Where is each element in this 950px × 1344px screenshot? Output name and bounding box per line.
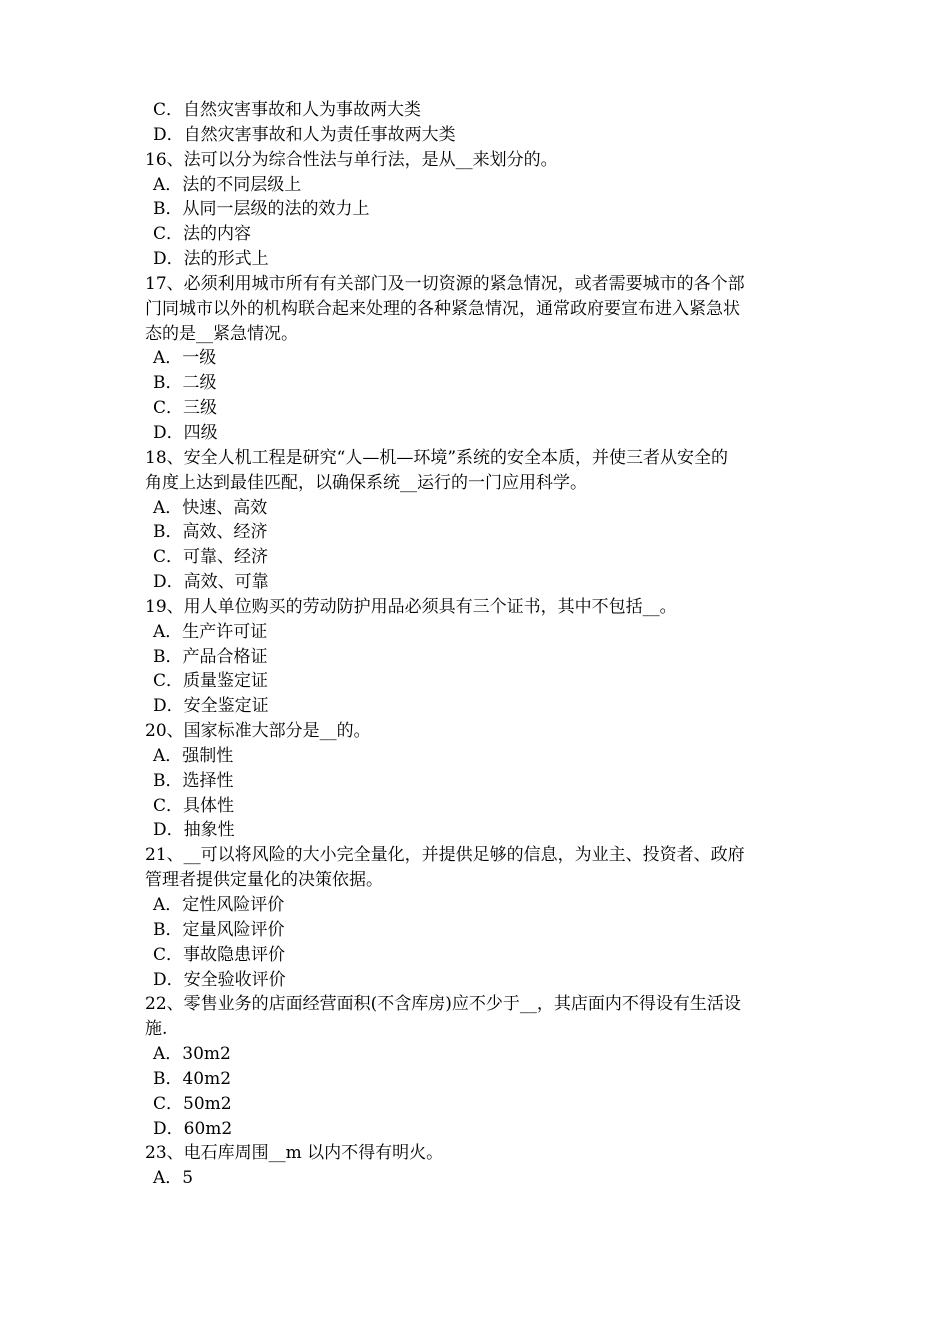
answer-option: D．法的形式上 bbox=[153, 249, 269, 270]
answer-option: C．具体性 bbox=[153, 795, 235, 816]
answer-option: A．5 bbox=[153, 1168, 194, 1189]
answer-option: C．质量鉴定证 bbox=[153, 671, 269, 692]
answer-option: C．三级 bbox=[153, 398, 218, 419]
answer-option: C．自然灾害事故和人为事故两大类 bbox=[153, 100, 422, 120]
answer-option: A．定性风险评价 bbox=[153, 895, 285, 915]
answer-option: A．30m2 bbox=[153, 1044, 231, 1065]
answer-option: B．定量风险评价 bbox=[153, 919, 285, 940]
answer-option: B．选择性 bbox=[153, 770, 234, 791]
answer-option: D．安全验收评价 bbox=[153, 969, 286, 990]
question-text-line: 17、必须利用城市所有有关部门及一切资源的紧急情况，或者需要城市的各个部 bbox=[145, 273, 745, 294]
answer-option: A．快速、高效 bbox=[153, 497, 268, 518]
document-body bbox=[145, 98, 820, 1191]
answer-option: B．从同一层级的法的效力上 bbox=[153, 199, 370, 220]
question-text-line: 22、零售业务的店面经营面积(不含库房)应不少于__，其店面内不得设有生活设 bbox=[145, 994, 741, 1015]
answer-option: D．60m2 bbox=[153, 1118, 233, 1139]
answer-option: C．事故隐患评价 bbox=[153, 944, 286, 965]
question-text-line: 16、法可以分为综合性法与单行法，是从__来划分的。 bbox=[145, 149, 558, 170]
answer-option: A．法的不同层级上 bbox=[153, 174, 302, 195]
answer-option: C．可靠、经济 bbox=[153, 547, 269, 568]
answer-option: D．抽象性 bbox=[153, 820, 235, 841]
answer-option: A．一级 bbox=[153, 348, 217, 369]
answer-option: A．生产许可证 bbox=[153, 621, 268, 642]
question-text-line: 20、国家标准大部分是__的。 bbox=[145, 721, 371, 742]
answer-option: C．法的内容 bbox=[153, 224, 252, 245]
answer-option: A．强制性 bbox=[153, 745, 234, 766]
question-text-line: 23、电石库周围__m 以内不得有明火。 bbox=[145, 1143, 444, 1164]
answer-option: B．40m2 bbox=[153, 1068, 232, 1089]
answer-option: B．二级 bbox=[153, 373, 217, 394]
answer-option: B．产品合格证 bbox=[153, 646, 268, 667]
question-text-line: 21、__可以将风险的大小完全量化，并提供足够的信息，为业主、投资者、政府 bbox=[145, 845, 745, 866]
answer-option: D．自然灾害事故和人为责任事故两大类 bbox=[153, 124, 456, 145]
answer-option: C．50m2 bbox=[153, 1093, 232, 1114]
question-text-line: 角度上达到最佳匹配，以确保系统__运行的一门应用科学。 bbox=[145, 472, 587, 493]
question-text-line: 态的是__紧急情况。 bbox=[145, 323, 298, 344]
question-text-line: 门同城市以外的机构联合起来处理的各种紧急情况，通常政府要宣布进入紧急状 bbox=[145, 298, 740, 319]
answer-option: D．安全鉴定证 bbox=[153, 696, 269, 717]
question-text-line: 19、用人单位购买的劳动防护用品必须具有三个证书，其中不包括__。 bbox=[145, 596, 677, 617]
question-text-line: 管理者提供定量化的决策依据。 bbox=[145, 870, 383, 891]
answer-option: D．四级 bbox=[153, 422, 218, 443]
answer-option: D．高效、可靠 bbox=[153, 572, 269, 593]
question-text-line: 18、安全人机工程是研究“人—机—环境”系统的安全本质，并使三者从安全的 bbox=[145, 447, 729, 468]
question-text-line: 施. bbox=[145, 1019, 168, 1040]
answer-option: B．高效、经济 bbox=[153, 522, 268, 543]
